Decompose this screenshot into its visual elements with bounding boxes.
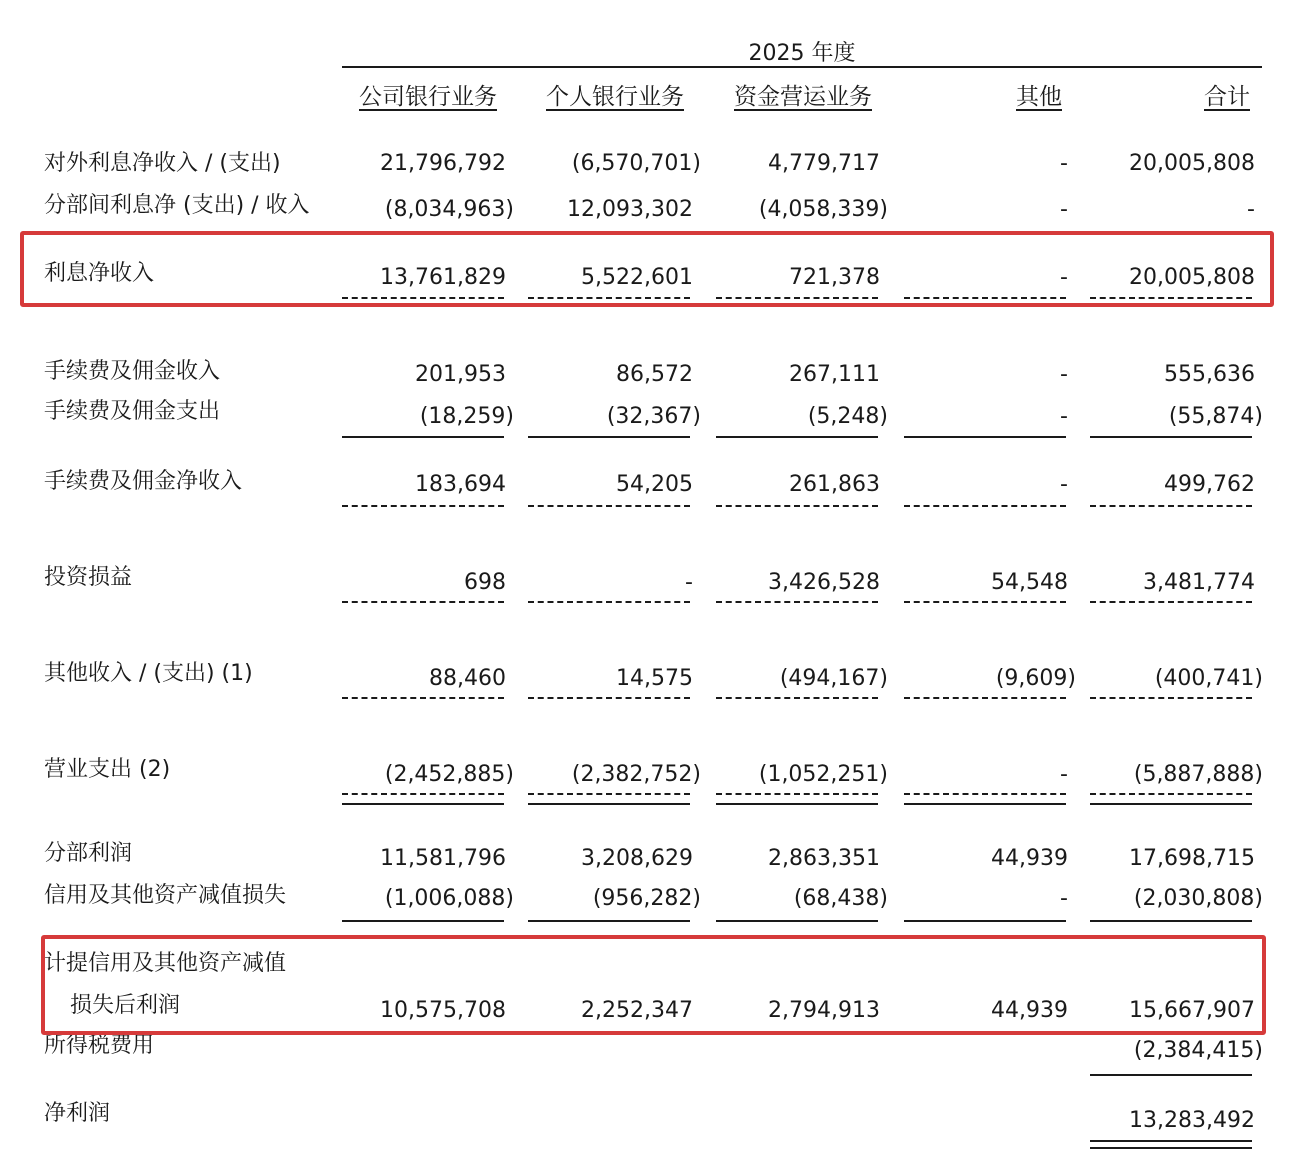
cell-corporate: (2,452,885) (384, 762, 514, 787)
dashed-rule-personal (528, 505, 690, 507)
dashed-rule-treasury (716, 697, 878, 699)
cell-personal: (32,367) (606, 404, 701, 429)
cell-total: (2,030,808) (1133, 886, 1263, 911)
column-header-total: 合计 (1204, 84, 1250, 110)
cell-treasury: (494,167) (779, 666, 888, 691)
row-label: 对外利息净收入 / (支出) (44, 151, 281, 176)
solid-rule-personal (528, 436, 690, 438)
column-header-other: 其他 (1016, 84, 1062, 110)
cell-personal: (2,382,752) (571, 762, 701, 787)
dashed-rule-corporate (342, 793, 504, 795)
cell-treasury: 2,794,913 (768, 998, 880, 1023)
dashed-rule-total (1090, 793, 1252, 795)
cell-personal: 14,575 (616, 666, 693, 691)
cell-treasury: 721,378 (789, 265, 880, 290)
solid-rule-corporate (342, 920, 504, 922)
column-header-personal-banking: 个人银行业务 (546, 84, 684, 110)
cell-total: 20,005,808 (1129, 265, 1255, 290)
cell-corporate: 13,761,829 (380, 265, 506, 290)
cell-personal: - (685, 570, 693, 595)
row-label: 手续费及佣金支出 (44, 399, 221, 424)
cell-other: 54,548 (991, 570, 1068, 595)
cell-corporate: 10,575,708 (380, 998, 506, 1023)
cell-personal: 12,093,302 (567, 197, 693, 222)
cell-total: 20,005,808 (1129, 151, 1255, 176)
cell-treasury: 4,779,717 (768, 151, 880, 176)
solid-rule-personal (528, 803, 690, 805)
solid-rule-other (904, 920, 1066, 922)
cell-personal: 3,208,629 (581, 846, 693, 871)
row-label: 净利润 (44, 1101, 111, 1126)
dashed-rule-treasury (716, 505, 878, 507)
cell-corporate: (18,259) (419, 404, 514, 429)
dashed-rule-other (904, 505, 1066, 507)
cell-other: - (1060, 886, 1068, 911)
cell-total: (55,874) (1168, 404, 1263, 429)
highlight-box-profit-after-impairment (41, 935, 1266, 1035)
row-label: 分部利润 (44, 841, 133, 866)
cell-total: (2,384,415) (1133, 1038, 1263, 1063)
cell-other: 44,939 (991, 846, 1068, 871)
cell-other: - (1060, 362, 1068, 387)
dashed-rule-corporate (342, 697, 504, 699)
column-header-treasury: 资金营运业务 (734, 84, 872, 110)
highlight-box-net-interest-income (20, 231, 1274, 307)
cell-other: (9,609) (995, 666, 1076, 691)
dashed-rule-total (1090, 505, 1252, 507)
row-label: 分部间利息净 (支出) / 收入 (44, 193, 310, 218)
solid-rule-other (904, 803, 1066, 805)
dashed-rule-total (1090, 697, 1252, 699)
cell-other: - (1060, 197, 1068, 222)
row-label: 利息净收入 (44, 261, 155, 286)
cell-corporate: 698 (464, 570, 506, 595)
dashed-rule-personal (528, 793, 690, 795)
cell-personal: (956,282) (592, 886, 701, 911)
year-heading: 2025 年度 (748, 41, 856, 66)
dashed-rule-total (1090, 601, 1252, 603)
cell-personal: 5,522,601 (581, 265, 693, 290)
cell-personal: 86,572 (616, 362, 693, 387)
dashed-rule-treasury (716, 793, 878, 795)
column-header-corporate-banking: 公司银行业务 (359, 84, 497, 110)
cell-personal: 54,205 (616, 472, 693, 497)
row-label-continued: 损失后利润 (70, 993, 181, 1018)
cell-other: - (1060, 265, 1068, 290)
solid-rule-treasury (716, 436, 878, 438)
cell-other: - (1060, 762, 1068, 787)
cell-treasury: (1,052,251) (758, 762, 888, 787)
dashed-rule-corporate (342, 505, 504, 507)
solid-rule-total (1090, 1074, 1252, 1076)
cell-other: - (1060, 151, 1068, 176)
cell-treasury: (4,058,339) (758, 197, 888, 222)
cell-other: - (1060, 472, 1068, 497)
solid-rule-total (1090, 920, 1252, 922)
cell-personal: 2,252,347 (581, 998, 693, 1023)
solid-rule-personal (528, 920, 690, 922)
solid-rule-total (1090, 803, 1252, 805)
year-rule (342, 66, 1262, 68)
dashed-rule-personal (528, 697, 690, 699)
row-label: 投资损益 (44, 565, 133, 590)
row-label: 营业支出 (2) (44, 757, 171, 782)
cell-treasury: (5,248) (807, 404, 888, 429)
cell-treasury: 261,863 (789, 472, 880, 497)
solid-rule-treasury (716, 920, 878, 922)
row-label: 手续费及佣金收入 (44, 359, 221, 384)
cell-corporate: 11,581,796 (380, 846, 506, 871)
solid-rule-corporate (342, 803, 504, 805)
cell-corporate: 21,796,792 (380, 151, 506, 176)
cell-total: 499,762 (1164, 472, 1255, 497)
solid-rule-corporate (342, 436, 504, 438)
cell-corporate: 201,953 (415, 362, 506, 387)
cell-total: (5,887,888) (1133, 762, 1263, 787)
dashed-rule-treasury (716, 601, 878, 603)
dashed-rule-other (904, 793, 1066, 795)
cell-total: 15,667,907 (1129, 998, 1255, 1023)
cell-corporate: (8,034,963) (384, 197, 514, 222)
dashed-rule-other (904, 697, 1066, 699)
cell-total: 13,283,492 (1129, 1108, 1255, 1133)
cell-personal: (6,570,701) (571, 151, 701, 176)
solid-rule-other (904, 436, 1066, 438)
solid-rule-total (1090, 436, 1252, 438)
row-label: 所得税费用 (44, 1033, 155, 1058)
cell-total: 17,698,715 (1129, 846, 1255, 871)
cell-total: - (1247, 197, 1255, 222)
cell-corporate: 183,694 (415, 472, 506, 497)
row-label: 信用及其他资产减值损失 (44, 883, 287, 908)
double-rule-total (1090, 1140, 1252, 1149)
cell-other: 44,939 (991, 998, 1068, 1023)
dashed-rule-personal (528, 601, 690, 603)
cell-total: (400,741) (1154, 666, 1263, 691)
cell-treasury: 267,111 (789, 362, 880, 387)
cell-total: 3,481,774 (1143, 570, 1255, 595)
row-label: 手续费及佣金净收入 (44, 469, 243, 494)
cell-corporate: (1,006,088) (384, 886, 514, 911)
dashed-rule-corporate (342, 601, 504, 603)
row-label: 计提信用及其他资产减值 (44, 951, 287, 976)
cell-total: 555,636 (1164, 362, 1255, 387)
cell-treasury: 3,426,528 (768, 570, 880, 595)
solid-rule-treasury (716, 803, 878, 805)
row-label: 其他收入 / (支出) (1) (44, 661, 253, 686)
dashed-rule-other (904, 601, 1066, 603)
cell-treasury: (68,438) (793, 886, 888, 911)
cell-corporate: 88,460 (429, 666, 506, 691)
cell-other: - (1060, 404, 1068, 429)
cell-treasury: 2,863,351 (768, 846, 880, 871)
